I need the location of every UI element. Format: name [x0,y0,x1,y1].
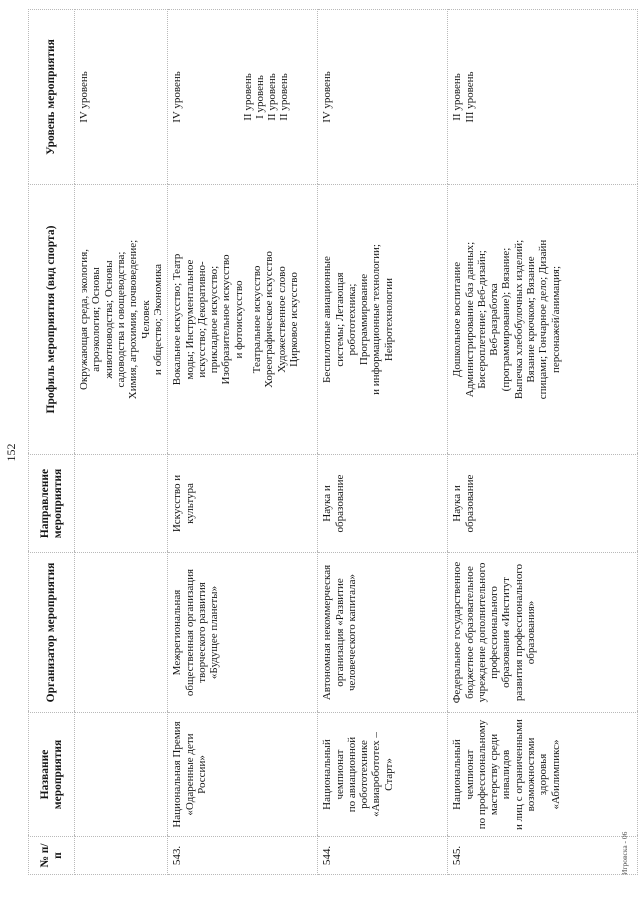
profile-line: и фотоискусство [232,280,245,359]
level-cell [75,10,168,185]
profile-line: Вязание крючком; Вязание [525,256,538,383]
profile-line: животноводства; Основы [102,260,115,379]
organizer-line: образования» [525,600,538,665]
profile-line: Вокальное искусство; Театр [171,253,184,386]
event-name-line: по авиационной [345,736,358,813]
event-name-line: возможностями здоровья [525,737,550,812]
event-name-cell [318,713,448,837]
profile-line: Изобразительное искусство [220,254,233,385]
profile-line: агроэкология; Основы [90,267,103,372]
organizer-line: человеческого капитала» [345,574,358,691]
table-row [448,10,638,875]
profile-line: Хореографическое искусство [263,251,276,388]
profile-line: Выпечка хлебобулочных изделий; [512,239,525,400]
organizer-line: развития профессионального [512,563,525,702]
profile-line: Человек [139,300,152,339]
level-cell [168,10,318,185]
organizer-line: бюджетное образовательное [463,566,476,699]
profile-cell [168,185,318,455]
header-profile: Профиль мероприятия (вид спорта) [29,185,75,455]
event-name-line: «Абилимпикс» [549,739,562,810]
organizer-cell [318,553,448,713]
event-name-line: мастерству среди инвалидов [488,733,513,816]
profile-line: и информационные технологии; [370,244,383,395]
profile-line: (программирование); Вязание; [500,247,513,392]
profile-line: Администрирование баз данных; [463,241,476,398]
profile-line: Окружающая среда, экология, [78,248,90,391]
level-cell [448,10,638,185]
organizer-line: Федеральное государственное [451,561,464,704]
profile-cell [318,185,448,455]
profile-line: робототехника; [345,283,358,356]
organizer-line: творческого развития [195,582,208,683]
organizer-line: образования «Институт [500,577,513,688]
footer-mark: Игровска - 06 [620,831,629,875]
level-value: I уровень [253,75,266,119]
page-number: 152 [4,443,18,462]
event-name-cell [168,713,318,837]
profile-cell [448,185,638,455]
header-organizer: Организатор мероприятия [29,553,75,713]
direction-cell: Наука и образование [448,455,638,553]
profile-line: прикладное искусство; [208,265,221,374]
event-name-line: Национальный чемпионат [451,739,476,810]
profile-line: персонажей/анимация; [549,266,562,374]
event-name-line: Национальная Премия [171,721,184,828]
profile-line: спицами; Гончарное дело; Дизайн [537,239,550,400]
profile-line: Художественное слово [275,266,288,373]
profile-line: Нейротехнологии [382,277,395,362]
events-table [28,9,638,875]
table-row [168,10,318,875]
profile-lines [78,189,164,450]
event-name-line: и лиц с ограниченными [512,719,525,830]
organizer-cell [448,553,638,713]
profile-line: системы; Летающая [333,272,346,367]
profile-line: и общество; Экономика [151,263,164,376]
row-number: 545. [448,837,638,875]
organizer-line: «Будущее планеты» [208,585,221,680]
level-value: II уровень [241,73,254,121]
level-value: II уровень [266,73,279,121]
organizer-line: общественная организация [183,568,196,697]
event-name-cell [448,713,638,837]
profile-line: Цирковое искусство [288,272,300,367]
level-value: IV уровень [78,71,90,123]
organizer-line: Межрегиональная [171,589,184,676]
table-header-row [29,10,75,875]
profile-line: Беспилотные авиационные [321,256,334,383]
organizer-line: учреждение дополнительного [475,562,488,703]
header-num: № п/п [29,837,75,875]
direction-cell: Наука и образование [318,455,448,553]
row-number: 543. [168,837,318,875]
level-value: IV уровень [171,71,184,123]
level-value: IV уровень [321,71,334,123]
table-row-continued [75,10,168,875]
level-value: III уровень [463,71,476,123]
profile-line: Веб-разработка [488,283,501,356]
header-level: Уровень мероприятия [29,10,75,185]
event-name-line: «Одаренные дети России» [183,733,208,816]
organizer-cell [168,553,318,713]
table-row [318,10,448,875]
profile-line: искусство; Декоративно- [195,261,208,378]
level-value: II уровень [451,73,464,121]
event-name-line: по профессиональному [475,719,488,830]
row-number: 544. [318,837,448,875]
level-value: II уровень [278,73,291,121]
level-cell [318,10,448,185]
profile-line: садоводства и овощеводства; [114,251,127,388]
profile-line: Дошкольное воспитание [451,261,464,378]
header-name: Название мероприятия [29,713,75,837]
profile-line: Бисероплетение; Веб-дизайн; [475,250,488,389]
profile-cell [75,185,168,455]
direction-cell: Искусство и культура [168,455,318,553]
event-name-line: «Авиаробототех – Старт» [370,732,395,817]
profile-line: Театральное искусство [251,265,264,374]
organizer-line: Автономная некоммерческая [321,564,334,701]
header-direction: Направление мероприятия [29,455,75,553]
event-name-line: Национальный чемпионат [321,739,346,810]
organizer-line: профессионального [488,586,501,679]
event-name-line: робототехнике [358,740,371,809]
profile-line: моды; Инструментальное [183,259,196,380]
organizer-line: организация «Развитие [333,578,346,687]
profile-line: Химия, агрохимия, почвоведение; [127,239,140,400]
profile-line: Программирование [358,273,371,366]
